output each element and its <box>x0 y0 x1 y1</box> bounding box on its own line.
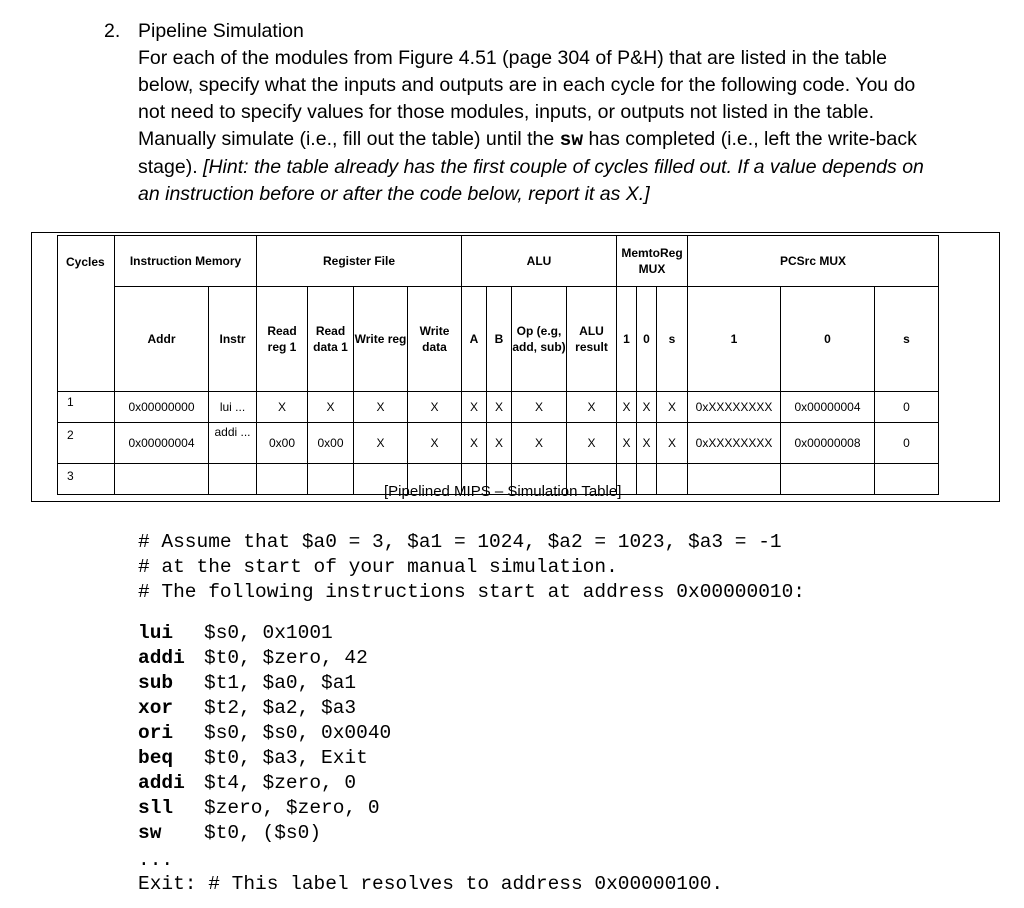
cell-memtoreg-1: X <box>617 392 637 423</box>
code-opcode: xor <box>138 697 174 719</box>
cell-memtoreg-s: X <box>657 392 688 423</box>
cell-addr: 0x00000000 <box>115 392 209 423</box>
code-operands: $s0, $s0, 0x0040 <box>204 722 392 744</box>
problem-hint: [Hint: the table already has the first couple of cycles filled out. If a value depends on an instruction before or after the code below, report it as X.] <box>138 156 924 205</box>
cell-pcsrc-0 <box>781 464 875 495</box>
code-operands: $s0, 0x1001 <box>204 622 333 644</box>
cell-memtoreg-s <box>657 464 688 495</box>
code-operands: $t0, ($s0) <box>204 822 322 844</box>
cell-alu-b: X <box>487 392 512 423</box>
cell-read-data-1: X <box>308 392 354 423</box>
code-line <box>138 672 357 694</box>
col-header-pcsrc-s: s <box>875 287 939 392</box>
code-operands: $t2, $a2, $a3 <box>204 697 357 719</box>
cell-write-data: X <box>408 423 462 464</box>
code-line <box>138 797 380 819</box>
cell-read-data-1: 0x00 <box>308 423 354 464</box>
code-line <box>138 697 357 719</box>
col-header-write-reg: Write reg <box>354 287 408 392</box>
cell-alu-result: X <box>567 423 617 464</box>
problem-title: Pipeline Simulation <box>138 20 304 42</box>
cell-pcsrc-0: 0x00000008 <box>781 423 875 464</box>
code-exit-line: Exit: # This label resolves to address 0x00000100. <box>138 873 724 895</box>
code-opcode: lui <box>138 622 174 644</box>
cell-memtoreg-0 <box>637 464 657 495</box>
problem-text-part1: For each of the modules from Figure 4.51 (page 304 of P&H) that are listed in the table below, specify what the inputs and outputs are in each cycle for the following code. You do not need to specify values for those modules, inputs, or outputs not listed in the table. Manually simulate (i.e., fill out the table) until the <box>138 47 916 150</box>
code-comment: # at the start of your manual simulation. <box>138 556 618 578</box>
code-opcode: sw <box>138 822 162 844</box>
cell-memtoreg-0: X <box>637 423 657 464</box>
code-line <box>138 622 333 644</box>
cell-instr: lui ... <box>209 392 257 423</box>
cell-alu-op: X <box>512 392 567 423</box>
cell-addr: 0x00000004 <box>115 423 209 464</box>
code-opcode: sll <box>138 797 174 819</box>
cell-alu-result: X <box>567 392 617 423</box>
col-header-alu-a: A <box>462 287 487 392</box>
cell-pcsrc-1 <box>688 464 781 495</box>
cell-pcsrc-s: 0 <box>875 392 939 423</box>
code-comment: # Assume that $a0 = 3, $a1 = 1024, $a2 = 1023, $a3 = -1 <box>138 531 782 553</box>
col-header-read-data-1: Read data 1 <box>308 287 354 392</box>
group-pcsrc-mux: PCSrc MUX <box>688 236 939 287</box>
inline-code-sw: sw <box>559 129 584 151</box>
cell-addr <box>115 464 209 495</box>
cell-pcsrc-0: 0x00000004 <box>781 392 875 423</box>
col-header-write-data: Write data <box>408 287 462 392</box>
code-operands: $zero, $zero, 0 <box>204 797 380 819</box>
cell-write-reg: X <box>354 392 408 423</box>
cell-read-reg-1: X <box>257 392 308 423</box>
cell-pcsrc-s <box>875 464 939 495</box>
problem-body <box>138 45 938 208</box>
code-operands: $t0, $a3, Exit <box>204 747 368 769</box>
code-line <box>138 722 392 744</box>
code-line <box>138 822 322 844</box>
col-header-memtoreg-1: 1 <box>617 287 637 392</box>
code-opcode: ori <box>138 722 174 744</box>
table-caption: [Pipelined MIPS – Simulation Table] <box>384 483 622 500</box>
cell-memtoreg-1: X <box>617 423 637 464</box>
cell-pcsrc-1: 0xXXXXXXXX <box>688 392 781 423</box>
cell-pcsrc-1: 0xXXXXXXXX <box>688 423 781 464</box>
code-line <box>138 772 357 794</box>
cell-alu-b: X <box>487 423 512 464</box>
group-register-file: Register File <box>257 236 462 287</box>
code-line <box>138 647 368 669</box>
cell-write-reg: X <box>354 423 408 464</box>
group-alu: ALU <box>462 236 617 287</box>
table-row-cycle-2 <box>58 423 939 464</box>
col-header-memtoreg-0: 0 <box>637 287 657 392</box>
cell-alu-a: X <box>462 423 487 464</box>
cycle-number: 2 <box>58 423 115 464</box>
code-operands: $t4, $zero, 0 <box>204 772 357 794</box>
cell-read-reg-1 <box>257 464 308 495</box>
col-header-pcsrc-0: 0 <box>781 287 875 392</box>
cell-write-data: X <box>408 392 462 423</box>
cycle-number: 1 <box>58 392 115 423</box>
cycle-number: 3 <box>58 464 115 495</box>
cell-instr <box>209 464 257 495</box>
simulation-table <box>57 235 939 495</box>
cell-alu-a: X <box>462 392 487 423</box>
code-opcode: sub <box>138 672 174 694</box>
col-header-alu-b: B <box>487 287 512 392</box>
cell-memtoreg-s: X <box>657 423 688 464</box>
code-operands: $t0, $zero, 42 <box>204 647 368 669</box>
cell-alu-op: X <box>512 423 567 464</box>
problem-number: 2. <box>104 20 121 42</box>
cycles-header: Cycles <box>58 236 115 392</box>
col-header-instr: Instr <box>209 287 257 392</box>
code-opcode: addi <box>138 647 185 669</box>
problem-text-part2: has completed (i.e., left the write-back stage). <box>138 128 917 178</box>
col-header-addr: Addr <box>115 287 209 392</box>
code-opcode: addi <box>138 772 185 794</box>
cell-read-reg-1: 0x00 <box>257 423 308 464</box>
cell-read-data-1 <box>308 464 354 495</box>
group-memtoreg-mux: MemtoReg MUX <box>617 236 688 287</box>
col-header-alu-result: ALU result <box>567 287 617 392</box>
cell-instr: addi ... <box>209 423 257 464</box>
col-header-read-reg-1: Read reg 1 <box>257 287 308 392</box>
code-opcode: beq <box>138 747 174 769</box>
code-comment: # The following instructions start at address 0x00000010: <box>138 581 806 603</box>
cell-memtoreg-0: X <box>637 392 657 423</box>
table-row-cycle-1 <box>58 392 939 423</box>
col-header-memtoreg-s: s <box>657 287 688 392</box>
code-line <box>138 747 368 769</box>
code-operands: $t1, $a0, $a1 <box>204 672 357 694</box>
cell-pcsrc-s: 0 <box>875 423 939 464</box>
col-header-pcsrc-1: 1 <box>688 287 781 392</box>
group-instruction-memory: Instruction Memory <box>115 236 257 287</box>
col-header-alu-op: Op (e.g, add, sub) <box>512 287 567 392</box>
code-ellipsis: ... <box>138 849 174 871</box>
